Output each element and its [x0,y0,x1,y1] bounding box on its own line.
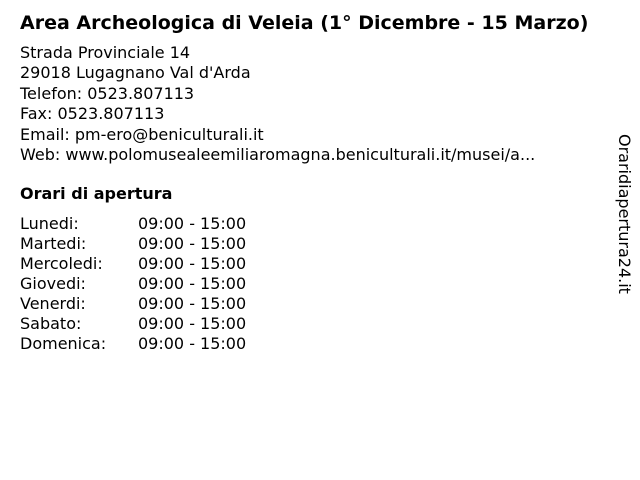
time-range: 09:00 - 15:00 [138,294,247,313]
day-label: Martedi: [20,234,87,253]
day-label: Giovedi: [20,274,86,293]
phone-number: Telefon: 0523.807113 [20,83,195,103]
day-label: Mercoledi: [20,254,103,273]
time-range: 09:00 - 15:00 [138,314,247,333]
website-url: Web: www.polomusealeemiliaromagna.beniculturali.it/musei/a... [20,144,536,164]
brand-watermark [612,134,638,310]
contact-block [20,43,535,165]
time-range: 09:00 - 15:00 [138,254,247,273]
city-address: 29018 Lugagnano Val d'Arda [20,63,251,83]
street-address: Strada Provinciale 14 [20,43,191,62]
hours-heading: Orari di apertura [20,184,173,203]
fax-number: Fax: 0523.807113 [20,104,165,124]
day-label: Venerdi: [20,294,86,313]
time-range: 09:00 - 15:00 [138,234,247,253]
page-title: Area Archeologica di Veleia (1° Dicembre - 15 Marzo) [20,12,589,34]
time-range: 09:00 - 15:00 [138,334,247,353]
email-address: Email: pm-ero@beniculturali.it [20,124,264,144]
day-label: Domenica: [20,334,107,353]
time-range: 09:00 - 15:00 [138,214,247,233]
day-label: Sabato: [20,314,82,333]
day-label: Lunedi: [20,214,79,233]
brand-name: Oraridiapertura24.it [615,134,634,294]
time-range: 09:00 - 15:00 [138,274,247,293]
